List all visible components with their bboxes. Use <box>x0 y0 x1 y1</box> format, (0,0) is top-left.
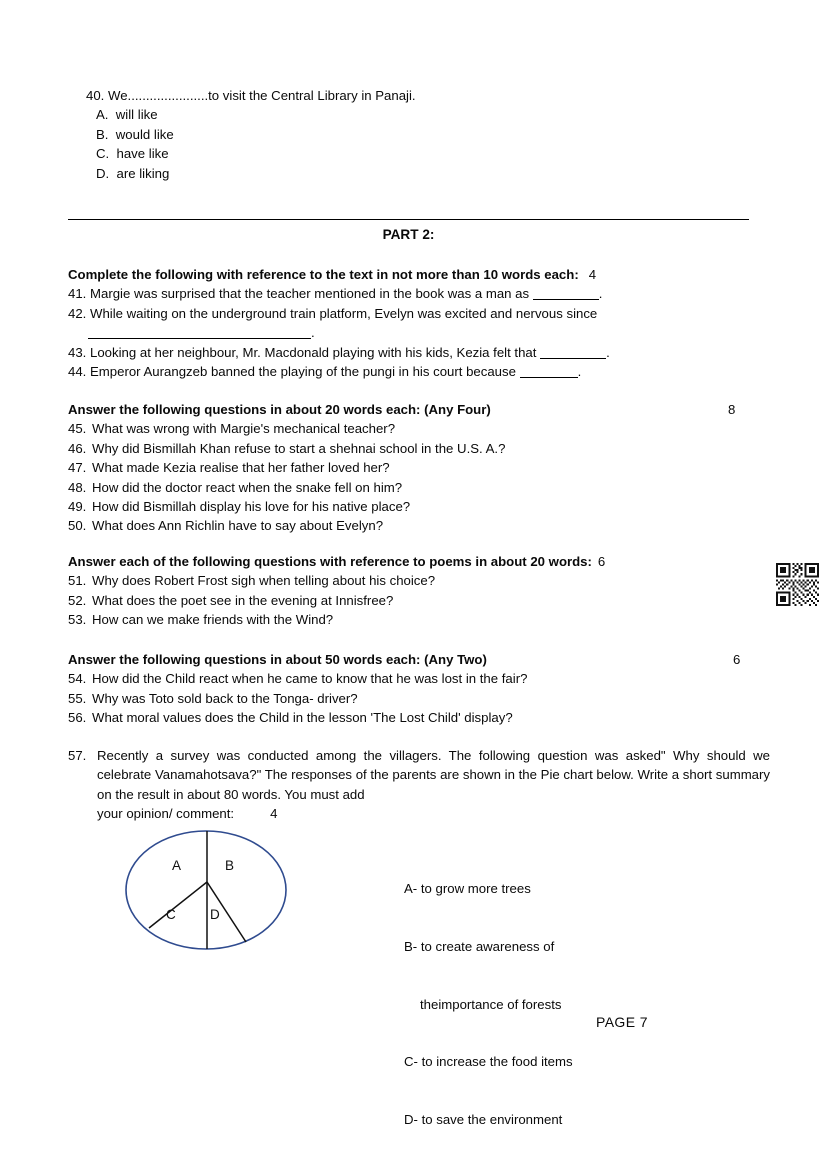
question-46-text: Why did Bismillah Khan refuse to start a shehnai school in the U.S. A.? <box>92 440 506 456</box>
question-42-tail: . <box>311 325 315 341</box>
pie-slice-label-d: D <box>210 907 220 922</box>
question-41-tail: . <box>598 286 603 302</box>
question-50 <box>68 516 768 535</box>
pie-slice-label-b: B <box>225 858 235 873</box>
question-42-text: 42. While waiting on the underground train platform, Evelyn was excited and nervous since <box>68 305 598 321</box>
question-57-line-2: Why should we celebrate Vanamahotsava?" The responses of the parents are shown in <box>97 748 770 783</box>
question-57-line-4 <box>97 804 770 823</box>
answer-blank-44[interactable] <box>520 377 578 378</box>
section-long-answers <box>68 650 768 728</box>
section-complete-the-following <box>68 265 768 381</box>
question-51 <box>68 571 768 590</box>
legend-item-a: A- to grow more trees <box>404 881 531 897</box>
pie-slice-label-a: A <box>172 858 182 873</box>
question-57-line-1: Recently a survey was conducted among the villagers. The following question was asked" <box>97 748 666 763</box>
qr-code-svg <box>776 563 819 606</box>
question-41 <box>68 284 768 303</box>
section-4-heading-text: Answer the following questions in about 50 words each: (Any Two) <box>68 652 487 667</box>
question-48 <box>68 478 768 497</box>
question-50-number: 50. <box>68 518 87 534</box>
question-54-number: 54. <box>68 671 87 687</box>
qr-code-icon <box>776 563 819 606</box>
question-45-number: 45. <box>68 421 87 437</box>
section-4-marks: 6 <box>733 652 741 667</box>
question-44-text: 44. Emperor Aurangzeb banned the playing of the pungi in his court because <box>68 364 516 380</box>
section-1-heading-text: Complete the following with reference to the text in not more than 10 words each: <box>68 267 579 282</box>
legend-item-c: C- to increase the food items <box>404 1054 573 1070</box>
question-45-text: What was wrong with Margie's mechanical teacher? <box>92 421 396 437</box>
question-57-line-4-text: your opinion/ comment: <box>97 806 235 822</box>
section-short-answers <box>68 400 768 536</box>
question-48-text: How did the doctor react when the snake fell on him? <box>92 479 403 495</box>
question-53-text: How can we make friends with the Wind? <box>92 612 334 628</box>
section-2-heading <box>68 400 768 419</box>
question-53-number: 53. <box>68 612 87 628</box>
question-54-text: How did the Child react when he came to know that he was lost in the fair? <box>92 671 528 687</box>
question-46 <box>68 439 768 458</box>
answer-blank-41[interactable] <box>533 299 599 300</box>
question-42 <box>68 304 768 343</box>
legend-item-d: D- to save the environment <box>404 1111 563 1127</box>
question-40-block <box>68 86 416 183</box>
option-a[interactable]: A. will like <box>96 107 158 123</box>
question-44-tail: . <box>577 364 582 380</box>
option-b[interactable]: B. would like <box>96 126 174 142</box>
section-3-heading <box>68 552 768 571</box>
section-4-heading <box>68 650 768 669</box>
question-48-number: 48. <box>68 479 87 495</box>
question-56-text: What moral values does the Child in the lesson 'The Lost Child' display? <box>92 710 513 726</box>
question-50-text: What does Ann Richlin have to say about Evelyn? <box>92 518 384 534</box>
question-55-text: Why was Toto sold back to the Tonga- driver? <box>92 690 358 706</box>
question-57 <box>68 746 770 824</box>
section-poem-answers <box>68 552 768 630</box>
section-3-heading-text: Answer each of the following questions with reference to poems in about 20 words: <box>68 554 592 569</box>
section-divider-rule <box>68 219 749 220</box>
question-49-number: 49. <box>68 499 87 515</box>
pie-circle-outline <box>126 831 286 949</box>
option-d[interactable]: D. are liking <box>96 165 170 181</box>
question-40-stem: 40. We......................to visit the Central Library in Panaji. <box>86 88 416 103</box>
question-56-number: 56. <box>68 710 87 726</box>
legend-item-b: B- to create awareness of <box>404 939 555 955</box>
question-43-text: 43. Looking at her neighbour, Mr. Macdonald playing with his kids, Kezia felt that <box>68 344 537 360</box>
question-57-number: 57. <box>68 748 87 763</box>
question-47-number: 47. <box>68 460 87 476</box>
question-43 <box>68 343 768 362</box>
part-2-title: PART 2: <box>382 227 435 242</box>
question-47-text: What made Kezia realise that her father loved her? <box>92 460 390 476</box>
question-49 <box>68 497 768 516</box>
section-1-marks: 4 <box>588 267 597 282</box>
pie-chart-svg <box>120 825 296 957</box>
legend-item-b-continuation: theimportance of forests <box>420 996 562 1012</box>
answer-blank-43[interactable] <box>540 358 606 359</box>
pie-slice-label-c: C <box>166 907 176 922</box>
option-c[interactable]: C. have like <box>96 146 169 162</box>
page-number-footer: PAGE 7 <box>596 1014 648 1030</box>
answer-blank-42[interactable] <box>88 338 311 339</box>
section-2-marks: 8 <box>728 402 736 417</box>
question-45 <box>68 419 768 438</box>
pie-chart <box>120 825 296 957</box>
question-52-number: 52. <box>68 592 87 608</box>
question-49-text: How did Bismillah display his love for his native place? <box>92 499 411 515</box>
question-55-number: 55. <box>68 690 87 706</box>
section-3-marks: 6 <box>597 554 606 569</box>
question-56 <box>68 708 768 727</box>
question-51-text: Why does Robert Frost sigh when telling about his choice? <box>92 573 436 589</box>
question-42-blank-line <box>88 323 768 342</box>
question-57-body <box>97 746 770 824</box>
question-57-line-3: the Pie chart below. Write a short summary on the result in about 80 words. You must add <box>97 767 770 802</box>
question-47 <box>68 458 768 477</box>
question-40-options <box>96 105 416 183</box>
question-41-text: 41. Margie was surprised that the teacher mentioned in the book was a man as <box>68 286 530 302</box>
question-52 <box>68 591 768 610</box>
pie-chart-legend <box>404 841 573 1167</box>
section-1-heading <box>68 265 768 284</box>
question-53 <box>68 610 768 629</box>
question-55 <box>68 689 768 708</box>
question-51-number: 51. <box>68 573 87 589</box>
question-57-marks: 4 <box>270 806 278 822</box>
section-2-heading-text: Answer the following questions in about 20 words each: (Any Four) <box>68 402 491 417</box>
question-54 <box>68 669 768 688</box>
question-52-text: What does the poet see in the evening at Innisfree? <box>92 592 394 608</box>
question-46-number: 46. <box>68 440 87 456</box>
question-43-tail: . <box>606 344 610 360</box>
question-44 <box>68 362 768 381</box>
